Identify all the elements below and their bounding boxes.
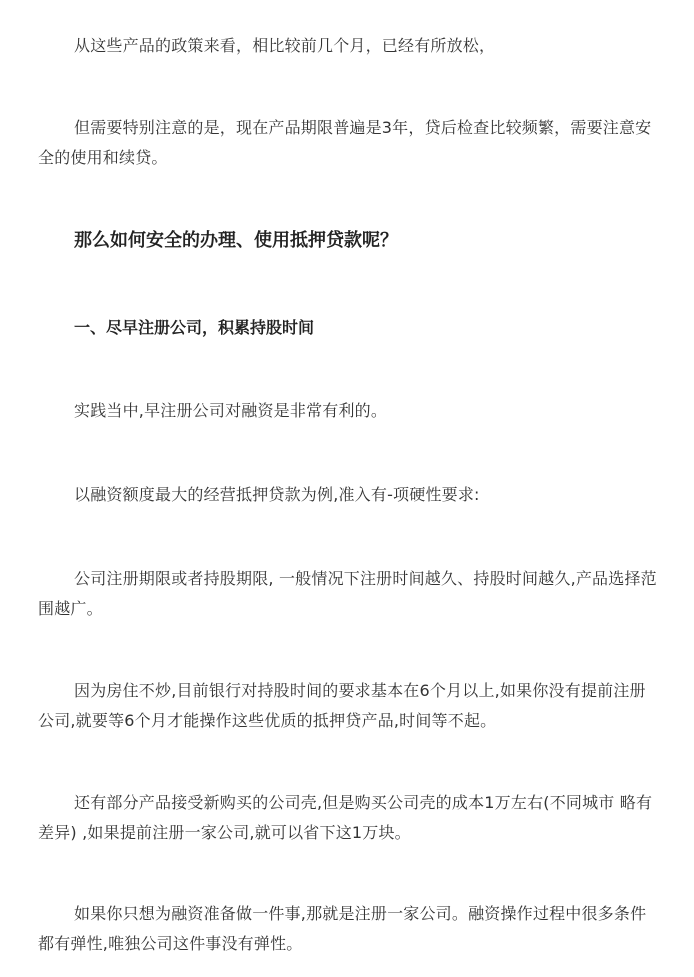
paragraph-holding-time: 因为房住不炒,目前银行对持股时间的要求基本在6个月以上,如果你没有提前注册公司,就要等6个月才能操作这些优质的抵押贷产品,时间等不起。: [38, 681, 646, 730]
paragraph-register-company: 如果你只想为融资准备做一件事,那就是注册一家公司。融资操作过程中很多条件都有弹性,唯独公司这件事没有弹性。: [38, 904, 647, 953]
section-heading: 那么如何安全的办理、使用抵押贷款呢？: [74, 230, 398, 251]
subsection-heading: 一、尽早注册公司，积累持股时间: [74, 318, 315, 337]
paragraph-loan-requirement: 以融资额度最大的经营抵押贷款为例,准入有-项硬性要求:: [74, 485, 480, 504]
paragraph-policy-relaxed: 从这些产品的政策来看，相比较前几个月，已经有所放松，: [74, 36, 496, 55]
paragraph-early-registration: 实践当中,早注册公司对融资是非常有利的。: [74, 401, 388, 420]
paragraph-registration-term: 公司注册期限或者持股期限, 一般情况下注册时间越久、持股时间越久,产品选择范围越广。: [38, 569, 657, 618]
paragraph-term-notice: 但需要特别注意的是，现在产品期限普遍是3年，贷后检查比较频繁，需要注意安全的使用和续贷。: [38, 118, 652, 167]
paragraph-company-shell: 还有部分产品接受新购买的公司壳,但是购买公司壳的成本1万左右(不同城市 略有差异) ,如果提前注册一家公司,就可以省下这1万块。: [38, 793, 653, 842]
